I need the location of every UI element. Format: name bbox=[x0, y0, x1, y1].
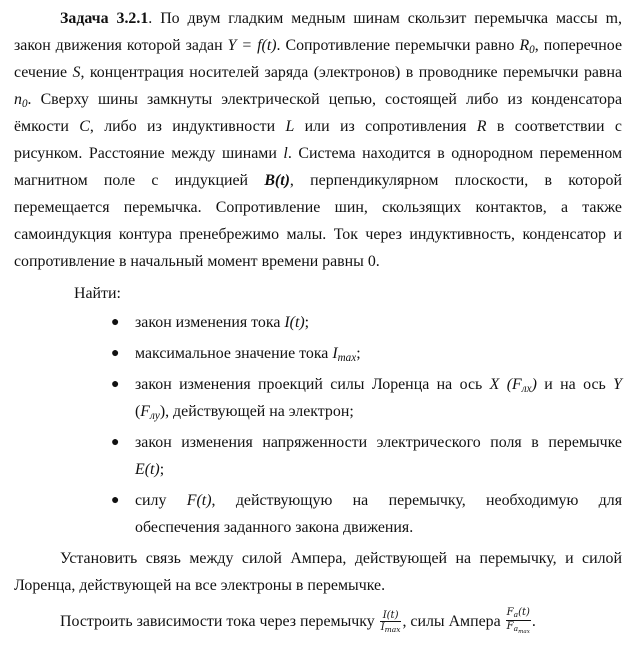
induction-symbol: B(t) bbox=[264, 172, 290, 189]
para3-line: Построить зависимости тока через перемычку $\frac{I(t)}{I_{max}}$ , силы Ампера $\frac{F_a(t)}{F_{a_{max}}}$ . bbox=[60, 605, 638, 639]
para1-line2: закон движения которой задан Y = f(t). Сопротивление перемычки равно $R_0$, поперечное bbox=[14, 37, 622, 56]
para1-line1: Задача 3.2.1. По двум гладким медным шинам скользит перемычка массы m, bbox=[60, 10, 622, 27]
para1-line8: перемещается перемычка. Сопротивление шин, скользящих контактов, а также bbox=[14, 199, 622, 216]
bullet-item-field-line2: E(t); bbox=[135, 461, 165, 478]
current-ratio-fraction: $\frac{I(t)}{I_{max}}$ bbox=[380, 609, 401, 634]
para1-line3: сечение S, концентрация носителей заряда (электронов) в проводнике перемычки равна bbox=[14, 64, 622, 81]
bullet-item-max-current: максимальное значение тока $I_{max}$; bbox=[135, 345, 361, 364]
bullet-dot: ● bbox=[111, 346, 120, 361]
para1-line4: $n_0$. Сверху шины замкнуты электрической цепью, состоящей либо из конденсатора bbox=[14, 91, 622, 110]
motion-law: Y = f(t) bbox=[227, 37, 277, 54]
bullet-dot: ● bbox=[111, 377, 120, 392]
bullet-dot: ● bbox=[111, 435, 120, 450]
para2-line1: Установить связь между силой Ампера, действующей на перемычку, и силой bbox=[60, 550, 622, 567]
bullet-dot: ● bbox=[111, 315, 120, 330]
para1-line6: рисунком. Расстояние между шинами l. Система находится в однородном переменном bbox=[14, 145, 623, 162]
bullet-item-field-line1: закон изменения напряженности электрического поля в перемычке bbox=[135, 434, 622, 451]
para1-line10: сопротивление в начальный момент времени равны 0. bbox=[14, 253, 380, 270]
bullet-dot: ● bbox=[111, 493, 120, 508]
bullet-item-force-line2: обеспечения заданного закона движения. bbox=[135, 519, 414, 536]
find-label: Найти: bbox=[74, 285, 121, 302]
bullet-item-lorentz-line1: закон изменения проекций силы Лоренца на ось X $(F_{лx})$ и на ось Y bbox=[135, 376, 622, 395]
para2-line2: Лоренца, действующей на все электроны в перемычке. bbox=[14, 577, 386, 594]
bullet-item-force-line1: силу F(t), действующую на перемычку, необходимую для bbox=[135, 492, 622, 509]
para1-line5: ёмкости C, либо из индуктивности L или из сопротивления R в соответствии с bbox=[14, 118, 622, 135]
para1-line7: магнитном поле с индукцией B(t), перпендикулярном плоскости, в которой bbox=[14, 172, 622, 189]
ampere-ratio-fraction: $\frac{F_a(t)}{F_{a_{max}}}$ bbox=[506, 606, 530, 635]
resistance-symbol: $R_0$ bbox=[519, 37, 535, 56]
bullet-item-current-law: закон изменения тока I(t); bbox=[135, 314, 310, 331]
task-title: Задача 3.2.1 bbox=[60, 10, 149, 27]
bullet-item-lorentz-line2: $(F_{лy})$, действующей на электрон; bbox=[135, 403, 354, 422]
para1-line9: самоиндукция контура пренебрежимо малы. Ток через индуктивность, конденсатор и bbox=[14, 226, 622, 243]
concentration-symbol: $n_0$ bbox=[14, 91, 28, 110]
